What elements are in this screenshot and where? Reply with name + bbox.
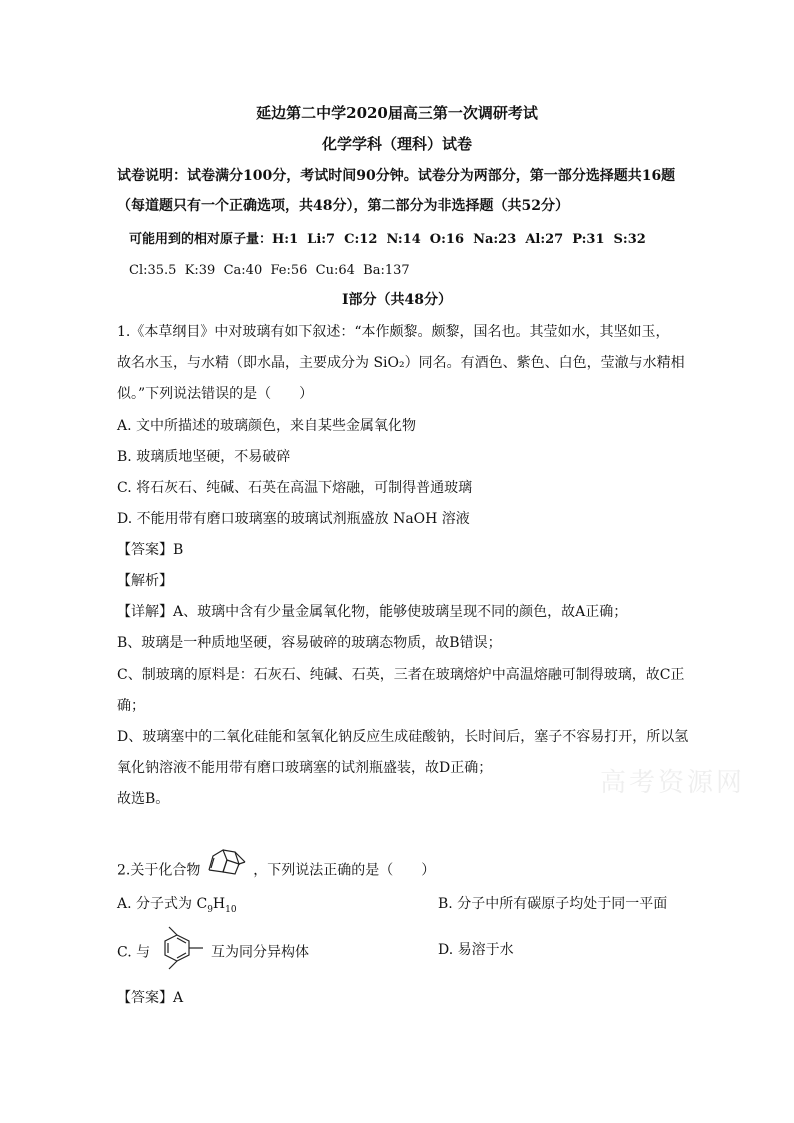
- watermark: 高考资源网: [600, 768, 746, 798]
- q2-option-a-subscript-h: 10: [225, 904, 237, 915]
- instructions-line-2: （每道题只有一个正确选项，共48分），第二部分为非选择题（共52分）: [117, 198, 569, 214]
- exam-subtitle: 化学学科（理科）试卷: [321, 135, 472, 153]
- q1-detail-4: 确；: [117, 698, 145, 714]
- q1-option-b: B. 玻璃质地坚硬，不易破碎: [117, 449, 291, 465]
- q1-option-c: C. 将石灰石、纯碱、石英在高温下熔融，可制得普通玻璃: [117, 480, 473, 496]
- q1-analysis-label: 【解析】: [117, 573, 173, 589]
- q2-stem-suffix: ，下列说法正确的是（ ）: [253, 862, 436, 879]
- q1-detail-1: 【详解】A、玻璃中含有少量金属氧化物，能够使玻璃呈现不同的颜色，故A正确；: [117, 604, 628, 620]
- q2-option-a-prefix: A. 分子式为 C: [117, 896, 208, 912]
- norbornadiene-structure-icon: [205, 858, 249, 883]
- section-title: Ⅰ部分（共48分）: [341, 292, 453, 308]
- trimethylbenzene-structure-icon: [155, 941, 207, 964]
- q1-stem-line-3: 似。”下列说法错误的是（ ）: [117, 386, 314, 402]
- q1-option-a: A. 文中所描述的玻璃颜色，来自某些金属氧化物: [117, 418, 417, 434]
- q2-stem: [117, 858, 435, 883]
- q2-option-a: [117, 895, 237, 919]
- exam-title: 延边第二中学2020届高三第一次调研考试: [256, 104, 538, 122]
- q1-detail-2: B、玻璃是一种质地坚硬，容易破碎的玻璃态物质，故B错误；: [117, 635, 502, 651]
- q1-stem-line-2: 故名水玉，与水精（即水晶，主要成分为 SiO₂）同名。有酒色、紫色、白色，莹澈与水精相: [117, 355, 685, 371]
- q2-option-d: D. 易溶于水: [438, 942, 514, 958]
- q1-option-d: D. 不能用带有磨口玻璃塞的玻璃试剂瓶盛放 NaOH 溶液: [117, 511, 470, 527]
- q2-answer: 【答案】A: [117, 990, 184, 1006]
- atomic-mass-line-1: 可能用到的相对原子量：H:1 Li:7 C:12 N:14 O:16 Na:23 Al:27 P:31 S:32: [129, 232, 646, 247]
- q1-conclusion: 故选B。: [117, 791, 170, 807]
- q1-answer: 【答案】B: [117, 542, 184, 558]
- q2-stem-prefix: 2.关于化合物: [117, 862, 201, 879]
- q1-stem-line-1: 1.《本草纲目》中对玻璃有如下叙述：“本作颇黎。颇黎，国名也。其莹如水，其坚如玉，: [117, 324, 670, 340]
- q2-option-a-subscript-c: 9: [207, 904, 213, 915]
- q1-detail-3: C、制玻璃的原料是：石灰石、纯碱、石英，三者在玻璃熔炉中高温熔融可制得玻璃，故C正: [117, 667, 685, 683]
- q2-option-c: [117, 941, 309, 964]
- q2-option-a-h: H: [212, 896, 226, 912]
- q2-option-c-suffix: 互为同分异构体: [211, 944, 310, 961]
- q2-option-b: B. 分子中所有碳原子均处于同一平面: [438, 896, 668, 912]
- q2-option-c-prefix: C. 与: [117, 944, 151, 961]
- instructions-line-1: 试卷说明：试卷满分100分，考试时间90分钟。试卷分为两部分，第一部分选择题共16题: [117, 168, 676, 184]
- atomic-mass-line-2: Cl:35.5 K:39 Ca:40 Fe:56 Cu:64 Ba:137: [129, 263, 410, 278]
- q1-detail-5: D、玻璃塞中的二氧化硅能和氢氧化钠反应生成硅酸钠，长时间后，塞子不容易打开，所以氢: [117, 729, 689, 745]
- q1-detail-6: 氧化钠溶液不能用带有磨口玻璃塞的试剂瓶盛装，故D正确；: [117, 760, 493, 776]
